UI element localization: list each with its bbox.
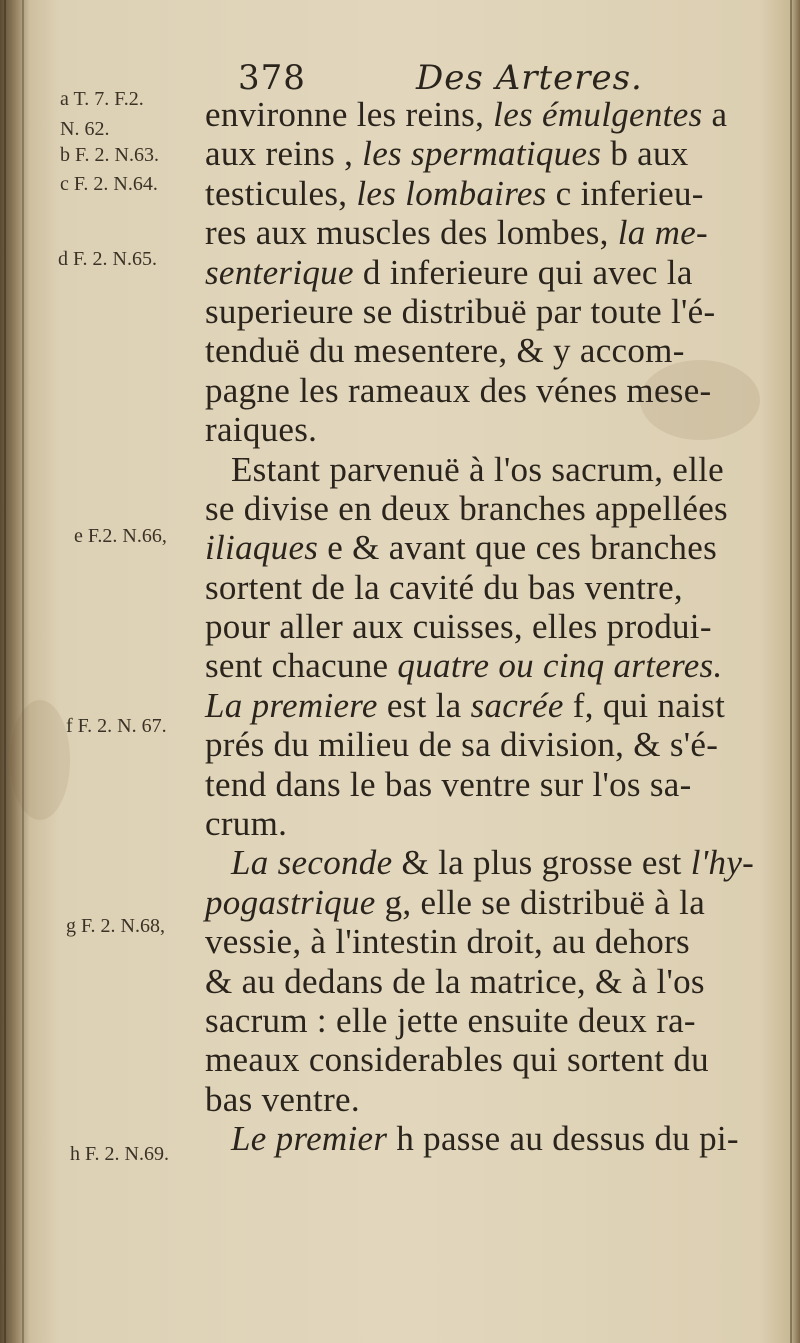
text-span: prés du milieu de sa division, & s'é-	[205, 725, 719, 765]
margin-note: N. 62.	[60, 118, 110, 140]
text-line	[205, 134, 775, 173]
italic-term: pogastrique	[205, 882, 376, 922]
text-line	[205, 371, 775, 410]
text-span: crum.	[205, 804, 288, 844]
text-span: a	[702, 95, 728, 134]
page-title: Des Arteres.	[416, 58, 643, 98]
text-line	[205, 765, 775, 804]
margin-note: g F. 2. N.68,	[66, 915, 165, 937]
text-line	[205, 95, 775, 134]
italic-term: les émulgentes	[493, 95, 703, 134]
text-span: f, qui naist	[563, 685, 726, 725]
margin-note: f F. 2. N. 67.	[66, 715, 167, 737]
text-line	[205, 450, 775, 489]
text-span: est la	[377, 685, 471, 725]
text-span: raiques.	[205, 410, 318, 450]
text-line	[205, 725, 775, 764]
text-line	[205, 568, 775, 607]
text-span: tend dans le bas ventre sur l'os sa-	[205, 764, 692, 804]
margin-note: c F. 2. N.64.	[60, 173, 158, 195]
text-line	[205, 883, 775, 922]
text-span: & au dedans de la matrice, & à l'os	[205, 961, 705, 1001]
text-line	[205, 646, 775, 685]
text-span: g, elle se distribuë à la	[375, 882, 706, 922]
margin-note: a T. 7. F.2.	[60, 88, 144, 110]
gutter-line-right	[790, 0, 792, 1343]
italic-term: La seconde	[231, 843, 393, 883]
text-span: d inferieure qui avec la	[353, 252, 693, 292]
text-span: res aux muscles des lombes,	[205, 213, 618, 253]
text-line	[205, 213, 775, 252]
text-span: tenduë du mesentere, & y accom-	[205, 331, 685, 371]
italic-term: les lombaires	[356, 173, 547, 213]
italic-term: senterique	[205, 252, 354, 292]
text-line	[205, 1040, 775, 1079]
text-span: sacrum : elle jette ensuite deux ra-	[205, 1000, 696, 1040]
text-line	[205, 331, 775, 370]
italic-term: sacrée	[470, 685, 564, 725]
text-span: Estant parvenuë à l'os sacrum, elle	[231, 449, 725, 489]
text-line	[205, 686, 775, 725]
text-span: & la plus grosse est	[392, 843, 691, 883]
text-line	[205, 607, 775, 646]
text-line	[205, 253, 775, 292]
margin-note: d F. 2. N.65.	[58, 248, 157, 270]
text-span: vessie, à l'intestin droit, au dehors	[205, 922, 690, 962]
text-span: se divise en deux branches appellées	[205, 488, 728, 528]
margin-note: h F. 2. N.69.	[70, 1143, 169, 1165]
italic-term: quatre ou cinq arteres.	[397, 646, 723, 686]
text-span: environne les reins,	[205, 95, 494, 134]
text-line	[205, 1080, 775, 1119]
text-line	[205, 804, 775, 843]
gutter-line-left	[4, 0, 6, 1343]
italic-term: La premiere	[205, 685, 378, 725]
text-line	[205, 489, 775, 528]
text-span: b aux	[601, 134, 689, 174]
text-span: bas ventre.	[205, 1079, 360, 1119]
text-span: testicules,	[205, 173, 357, 213]
text-span: sortent de la cavité du bas ventre,	[205, 567, 683, 607]
italic-term: iliaques	[205, 528, 319, 568]
text-line	[205, 410, 775, 449]
text-line	[205, 843, 775, 882]
text-line	[205, 528, 775, 567]
gutter-line-inner	[22, 0, 24, 1343]
italic-term: l'hy-	[690, 843, 755, 883]
text-span: pagne les rameaux des vénes mese-	[205, 370, 712, 410]
text-span: aux reins ,	[205, 134, 363, 174]
text-line	[205, 962, 775, 1001]
page-number: 378	[238, 58, 306, 98]
text-span: sent chacune	[205, 646, 398, 686]
italic-term: les spermatiques	[362, 134, 602, 174]
italic-term: Le premier	[231, 1119, 388, 1159]
text-span: meaux considerables qui sortent du	[205, 1040, 709, 1080]
margin-note: b F. 2. N.63.	[60, 144, 159, 166]
text-span: superieure se distribuë par toute l'é-	[205, 291, 716, 331]
body-text	[205, 95, 775, 1159]
text-line	[205, 292, 775, 331]
margin-note: e F.2. N.66,	[74, 525, 167, 547]
text-span: h passe au dessus du pi-	[387, 1119, 739, 1159]
italic-term: la me-	[617, 213, 709, 253]
text-span: c inferieu-	[546, 173, 704, 213]
paper-stain	[10, 700, 70, 820]
text-line	[205, 174, 775, 213]
text-line	[205, 1001, 775, 1040]
text-span: e & avant que ces branches	[318, 528, 717, 568]
text-span: pour aller aux cuisses, elles produi-	[205, 607, 712, 647]
text-line	[205, 1119, 775, 1158]
text-line	[205, 922, 775, 961]
